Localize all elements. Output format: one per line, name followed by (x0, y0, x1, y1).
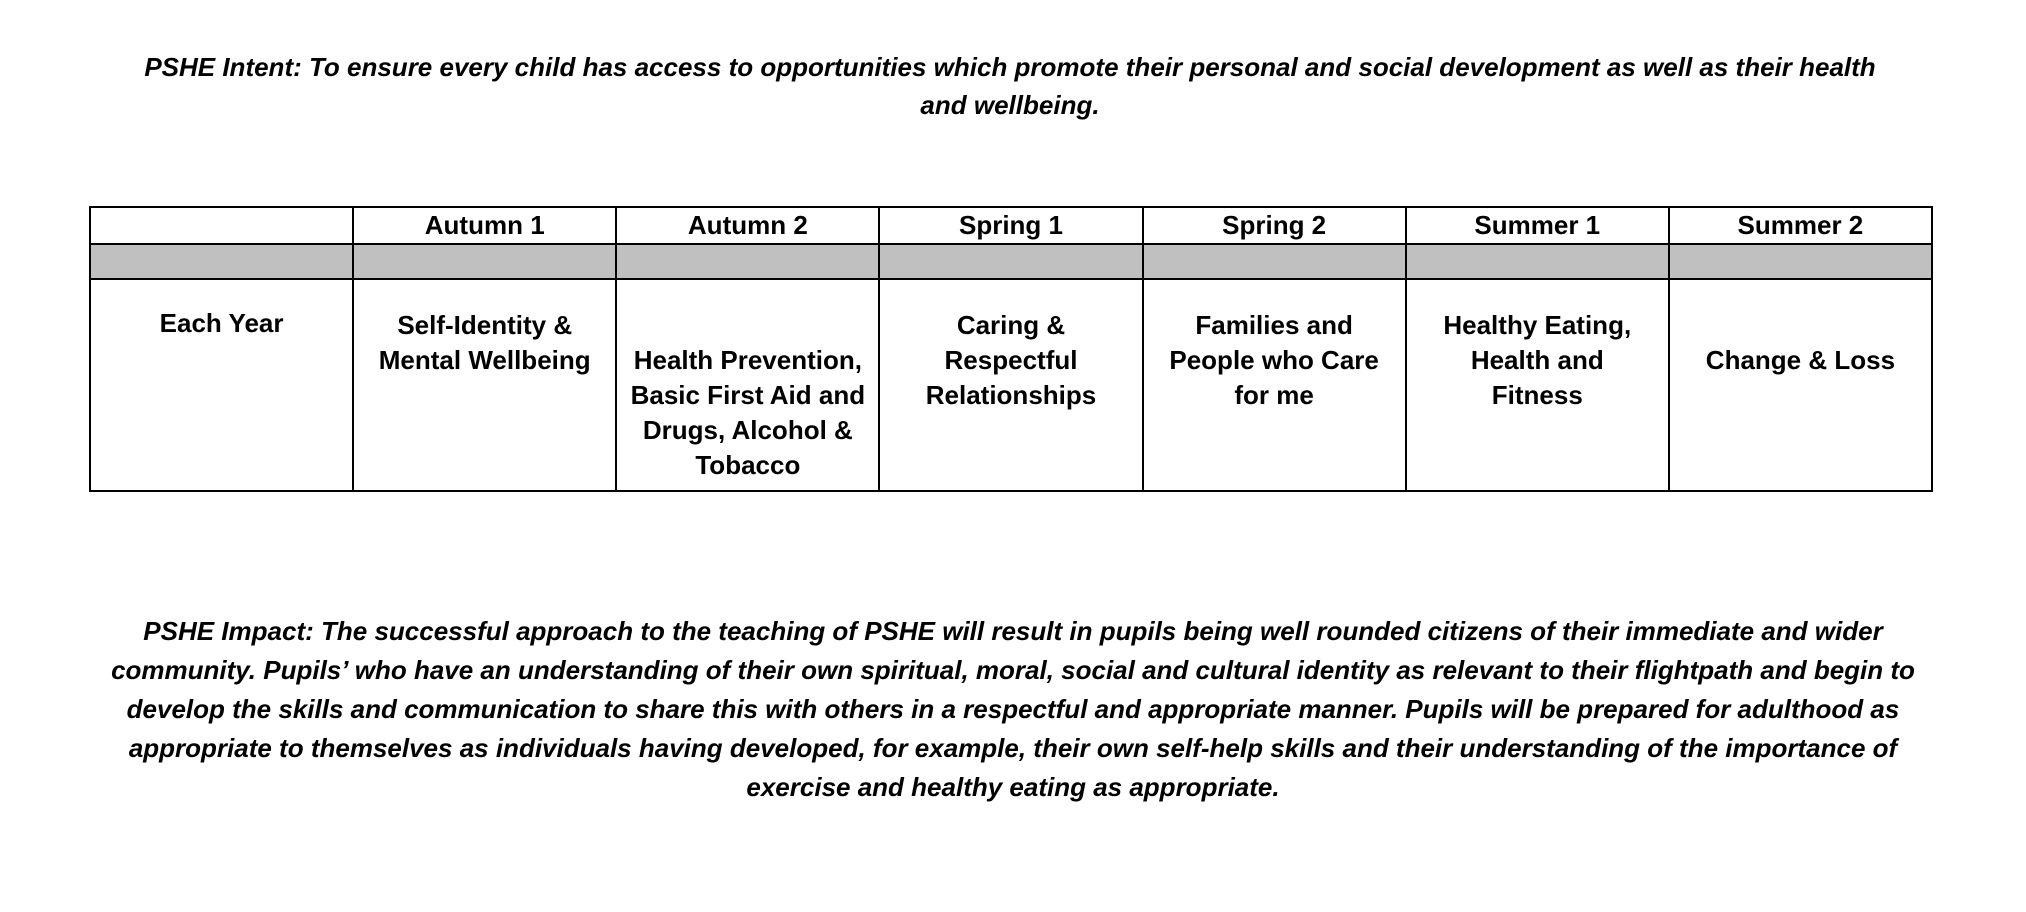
grey-cell (879, 244, 1142, 279)
grey-cell (1143, 244, 1406, 279)
topic-cell-summer-2 (1669, 279, 1932, 491)
topic-autumn-1: Self-Identity & Mental Wellbeing (378, 310, 591, 375)
header-summer-1: Summer 1 (1406, 207, 1669, 244)
row-label-cell (90, 279, 353, 491)
each-year-row (90, 279, 1932, 491)
table-header-row (90, 207, 1932, 244)
grey-cell (1669, 244, 1932, 279)
grey-separator-row (90, 244, 1932, 279)
header-summer-2: Summer 2 (1669, 207, 1932, 244)
header-empty-cell (90, 207, 353, 244)
header-autumn-2: Autumn 2 (616, 207, 879, 244)
impact-statement: PSHE Impact: The successful approach to the teaching of PSHE will result in pupils being well rounded citizens of their immediate and wider community. Pupils’ who have an understanding of their own spiritual, moral, social and cultural identity as relevant to their flightpath and begin to develop the skills and communication to share this with others in a respectful and appropriate manner. Pupils will be prepared for adulthood as appropriate to themselves as individuals having developed, for example, their own self-help skills and their understanding of the importance of exercise and healthy eating as appropriate. (111, 616, 1915, 802)
topic-cell-spring-2 (1143, 279, 1406, 491)
topic-summer-1: Healthy Eating, Health and Fitness (1443, 310, 1632, 410)
topic-cell-spring-1 (879, 279, 1142, 491)
header-autumn-1: Autumn 1 (353, 207, 616, 244)
topic-cell-summer-1 (1406, 279, 1669, 491)
grey-cell (1406, 244, 1669, 279)
topic-spring-2: Families and People who Care for me (1169, 310, 1379, 410)
topic-summer-2: Change & Loss (1705, 345, 1896, 375)
topic-cell-autumn-1 (353, 279, 616, 491)
row-label: Each Year (159, 308, 284, 338)
grey-cell (353, 244, 616, 279)
header-spring-2: Spring 2 (1143, 207, 1406, 244)
intent-statement: PSHE Intent: To ensure every child has access to opportunities which promote their personal and social development as well as their health and wellbeing. (144, 52, 1876, 120)
pshe-curriculum-table (89, 206, 1933, 492)
topic-autumn-2: Health Prevention, Basic First Aid and Drugs, Alcohol & Tobacco (630, 345, 866, 480)
header-spring-1: Spring 1 (879, 207, 1142, 244)
grey-cell (90, 244, 353, 279)
grey-cell (616, 244, 879, 279)
topic-cell-autumn-2 (616, 279, 879, 491)
topic-spring-1: Caring & Respectful Relationships (925, 310, 1097, 410)
